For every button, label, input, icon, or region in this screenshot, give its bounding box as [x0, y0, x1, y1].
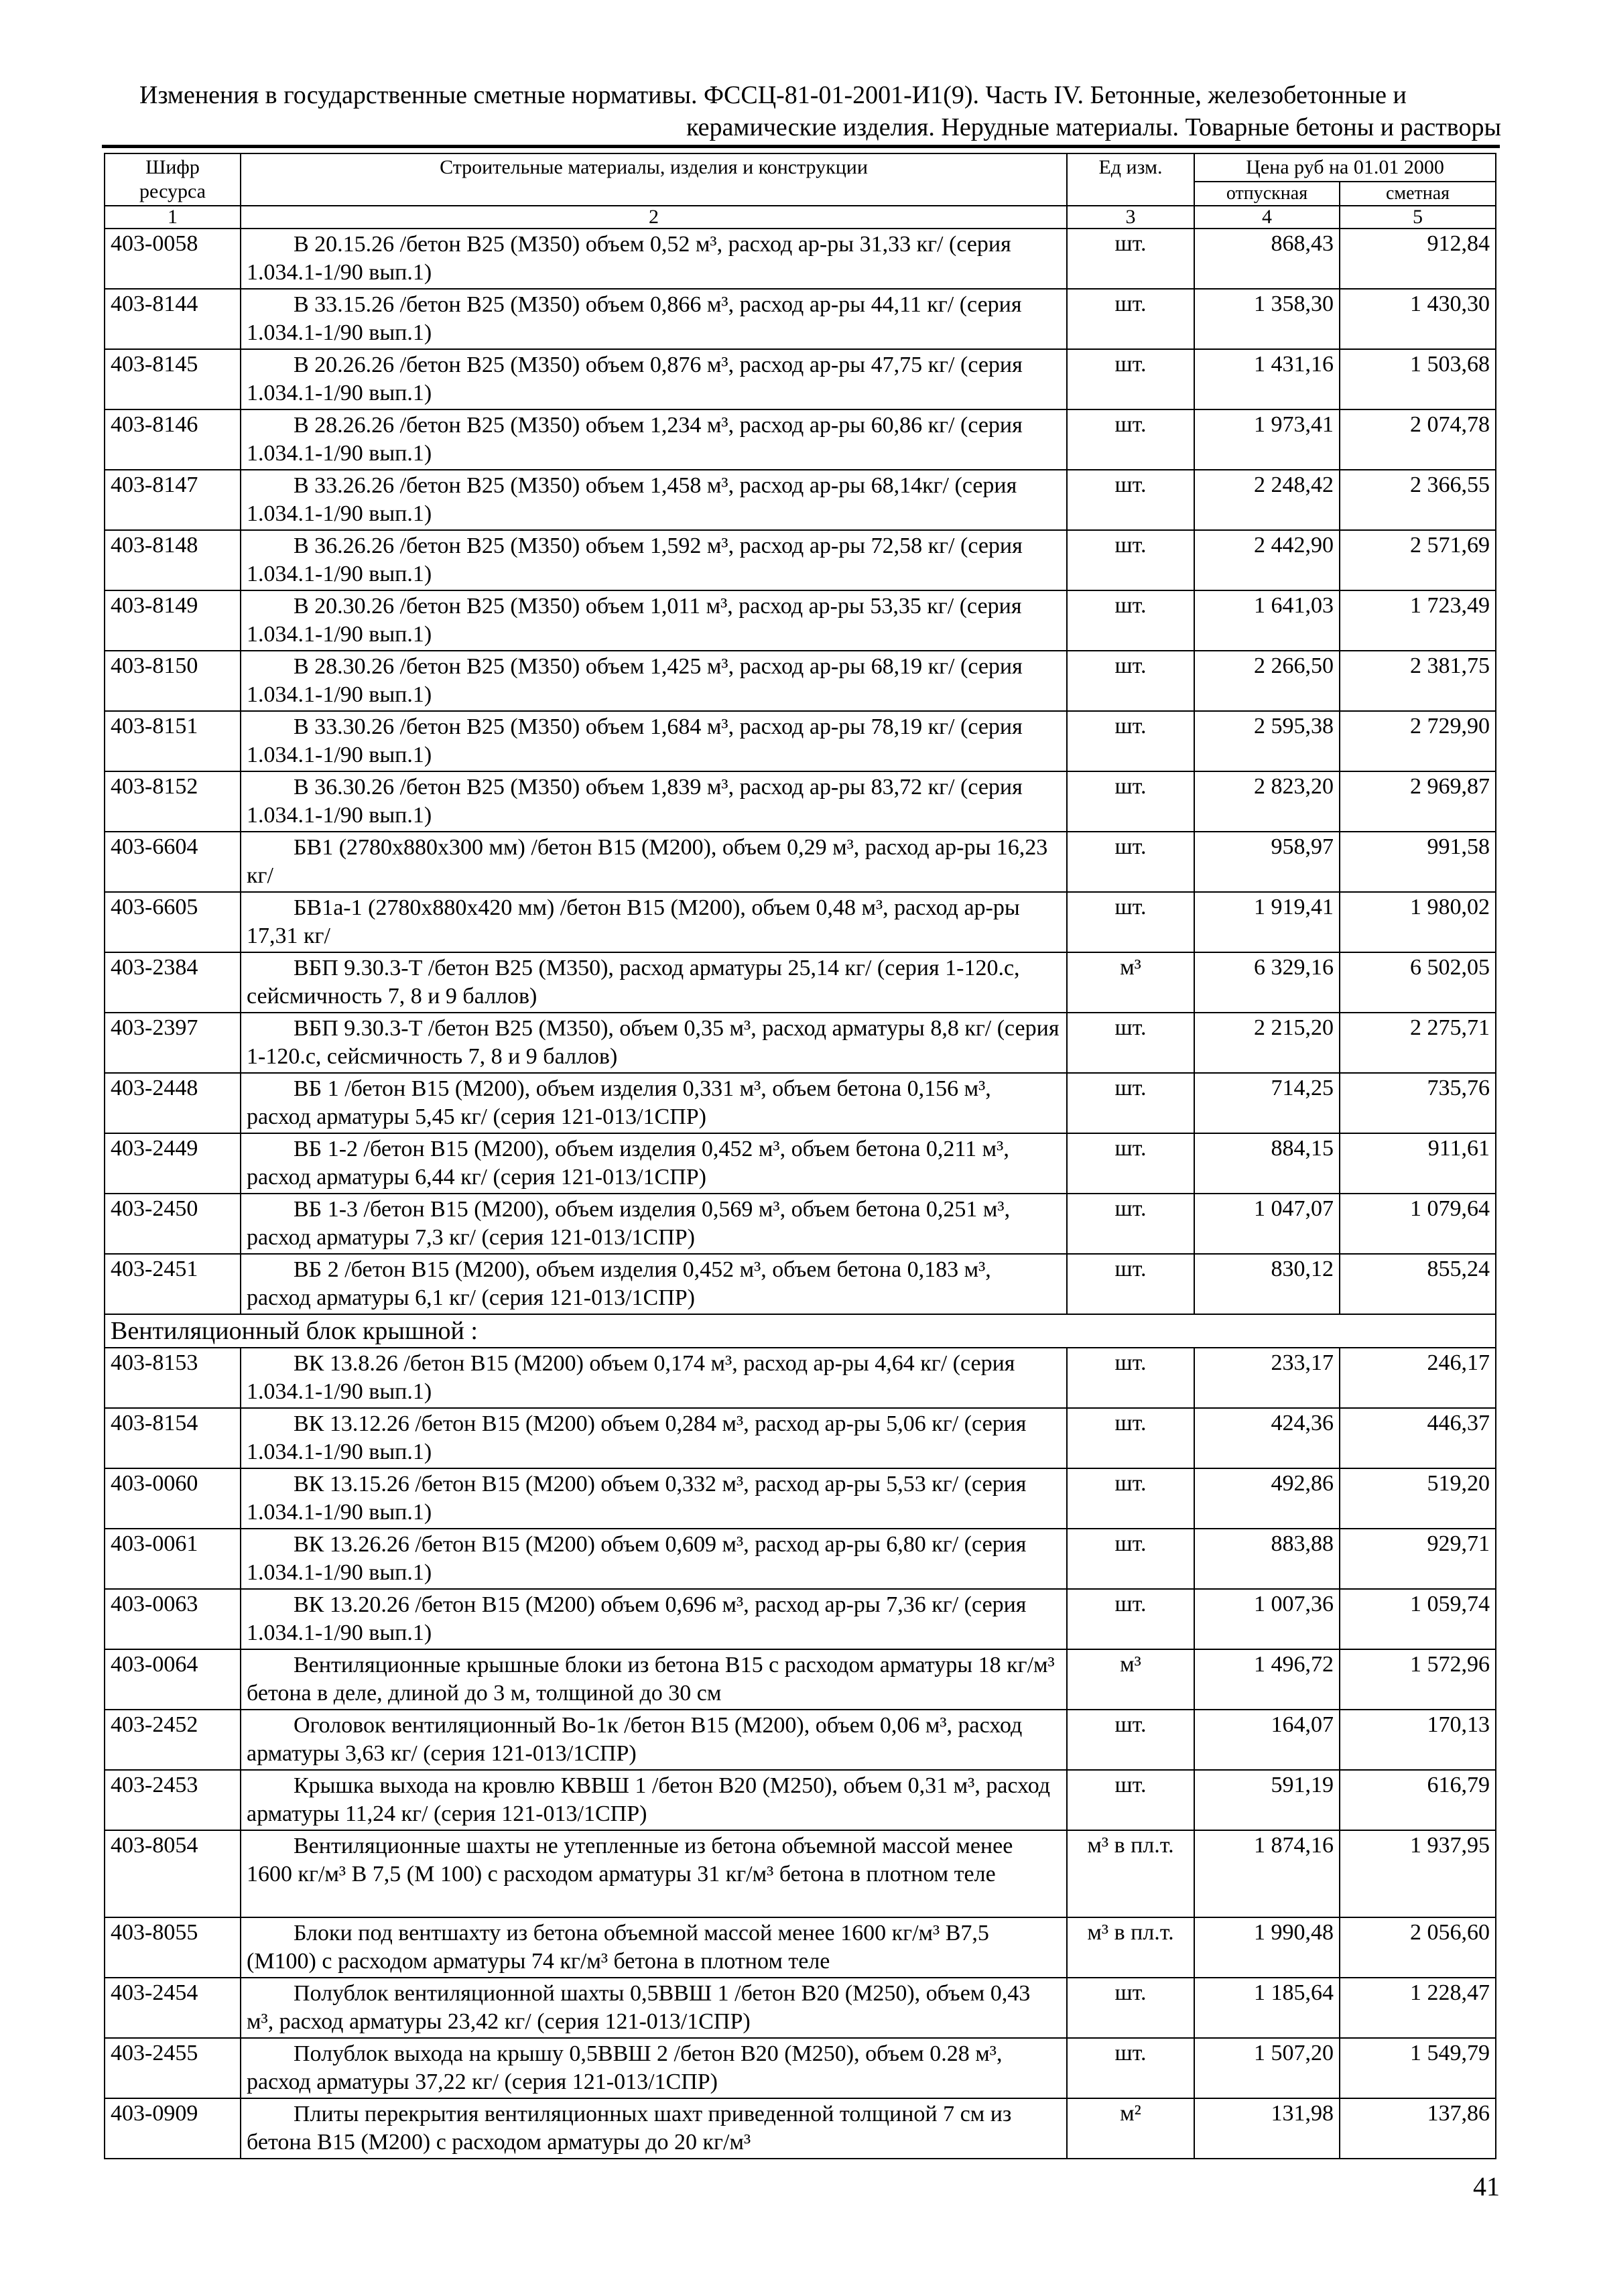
- table-row: [105, 349, 1496, 409]
- resource-code: 403-6605: [105, 892, 241, 952]
- estimate-price: 2 366,55: [1340, 470, 1496, 530]
- table-row: [105, 771, 1496, 832]
- table-body-b: [105, 1348, 1496, 2159]
- item-description: Плиты перекрытия вентиляционных шахт приведенной толщиной 7 см из бетона В15 (М200) с расходом арматуры до 20 кг/м³: [241, 2098, 1067, 2159]
- table-row: [105, 952, 1496, 1013]
- release-price: 883,88: [1194, 1529, 1340, 1589]
- item-description: Вентиляционные шахты не утепленные из бетона объемной массой менее 1600 кг/м³ В 7,5 (М 100) с расходом арматуры 31 кг/м³ бетона в плотном теле: [241, 1830, 1067, 1917]
- item-description: Полублок выхода на крышу 0,5ВВШ 2 /бетон В20 (М250), объем 0.28 м³, расход арматуры 37,22 кг/ (серия 121-013/1СПР): [241, 2038, 1067, 2098]
- col-header-name: Строительные материалы, изделия и конструкции: [241, 153, 1067, 206]
- resource-code: 403-2397: [105, 1013, 241, 1073]
- release-price: 492,86: [1194, 1468, 1340, 1529]
- col-header-estimate: сметная: [1340, 182, 1496, 206]
- unit-of-measure: шт.: [1067, 2038, 1194, 2098]
- release-price: 1 185,64: [1194, 1978, 1340, 2038]
- resource-code: 403-0909: [105, 2098, 241, 2159]
- release-price: 830,12: [1194, 1254, 1340, 1314]
- item-description: В 20.26.26 /бетон В25 (М350) объем 0,876 м³, расход ар-ры 47,75 кг/ (серия 1.034.1-1/90 вып.1): [241, 349, 1067, 409]
- table-row: [105, 470, 1496, 530]
- section-title: Вентиляционный блок крышной :: [105, 1314, 1496, 1348]
- unit-of-measure: м²: [1067, 2098, 1194, 2159]
- unit-of-measure: м³: [1067, 952, 1194, 1013]
- table-body-a: [105, 229, 1496, 1314]
- item-description: БВ1а-1 (2780х880х420 мм) /бетон В15 (М200), объем 0,48 м³, расход ар-ры 17,31 кг/: [241, 892, 1067, 952]
- page-number: 41: [1473, 2171, 1500, 2202]
- estimate-price: 170,13: [1340, 1710, 1496, 1770]
- item-description: Крышка выхода на кровлю КВВШ 1 /бетон В20 (М250), объем 0,31 м³, расход арматуры 11,24 кг/ (серия 121-013/1СПР): [241, 1770, 1067, 1830]
- table-row: [105, 409, 1496, 470]
- unit-of-measure: шт.: [1067, 470, 1194, 530]
- resource-code: 403-2452: [105, 1710, 241, 1770]
- unit-of-measure: шт.: [1067, 771, 1194, 832]
- item-description: БВ1 (2780х880х300 мм) /бетон В15 (М200), объем 0,29 м³, расход ар-ры 16,23 кг/: [241, 832, 1067, 892]
- unit-of-measure: шт.: [1067, 1589, 1194, 1649]
- release-price: 233,17: [1194, 1348, 1340, 1408]
- resource-code: 403-0060: [105, 1468, 241, 1529]
- resource-code: 403-0063: [105, 1589, 241, 1649]
- item-description: В 28.30.26 /бетон В25 (М350) объем 1,425 м³, расход ар-ры 68,19 кг/ (серия 1.034.1-1/90 вып.1): [241, 651, 1067, 711]
- unit-of-measure: м³: [1067, 1649, 1194, 1710]
- table-row: [105, 1133, 1496, 1194]
- table-row: [105, 1589, 1496, 1649]
- section-body: [105, 1314, 1496, 1348]
- table-row: [105, 1408, 1496, 1468]
- resource-code: 403-8153: [105, 1348, 241, 1408]
- estimate-price: 2 381,75: [1340, 651, 1496, 711]
- table-row: [105, 711, 1496, 771]
- table-row: [105, 530, 1496, 590]
- unit-of-measure: шт.: [1067, 1254, 1194, 1314]
- resource-code: 403-0061: [105, 1529, 241, 1589]
- col-number: 4: [1194, 206, 1340, 229]
- col-header-release: отпускная: [1194, 182, 1340, 206]
- price-table: [104, 153, 1496, 2159]
- item-description: В 33.30.26 /бетон В25 (М350) объем 1,684 м³, расход ар-ры 78,19 кг/ (серия 1.034.1-1/90 вып.1): [241, 711, 1067, 771]
- table-row: [105, 1978, 1496, 2038]
- estimate-price: 2 969,87: [1340, 771, 1496, 832]
- table-row: [105, 2038, 1496, 2098]
- release-price: 1 874,16: [1194, 1830, 1340, 1917]
- col-number: 2: [241, 206, 1067, 229]
- table-row: [105, 1254, 1496, 1314]
- item-description: В 28.26.26 /бетон В25 (М350) объем 1,234 м³, расход ар-ры 60,86 кг/ (серия 1.034.1-1/90 вып.1): [241, 409, 1067, 470]
- estimate-price: 2 074,78: [1340, 409, 1496, 470]
- estimate-price: 991,58: [1340, 832, 1496, 892]
- release-price: 714,25: [1194, 1073, 1340, 1133]
- header-rule: [102, 145, 1500, 148]
- resource-code: 403-8145: [105, 349, 241, 409]
- resource-code: 403-2453: [105, 1770, 241, 1830]
- release-price: 1 990,48: [1194, 1917, 1340, 1978]
- release-price: 2 266,50: [1194, 651, 1340, 711]
- table-row: [105, 651, 1496, 711]
- unit-of-measure: шт.: [1067, 1133, 1194, 1194]
- estimate-price: 446,37: [1340, 1408, 1496, 1468]
- header-line-2: керамические изделия. Нерудные материалы. Товарные бетоны и растворы: [686, 113, 1501, 141]
- release-price: 164,07: [1194, 1710, 1340, 1770]
- release-price: 6 329,16: [1194, 952, 1340, 1013]
- table-row: [105, 1830, 1496, 1917]
- resource-code: 403-2384: [105, 952, 241, 1013]
- item-description: Блоки под вентшахту из бетона объемной массой менее 1600 кг/м³ В7,5 (М100) с расходом арматуры 74 кг/м³ бетона в плотном теле: [241, 1917, 1067, 1978]
- estimate-price: 2 729,90: [1340, 711, 1496, 771]
- resource-code: 403-8150: [105, 651, 241, 711]
- table-row: [105, 1710, 1496, 1770]
- release-price: 2 595,38: [1194, 711, 1340, 771]
- unit-of-measure: шт.: [1067, 1194, 1194, 1254]
- estimate-price: 1 549,79: [1340, 2038, 1496, 2098]
- resource-code: 403-8148: [105, 530, 241, 590]
- table-row: [105, 1917, 1496, 1978]
- item-description: В 36.30.26 /бетон В25 (М350) объем 1,839 м³, расход ар-ры 83,72 кг/ (серия 1.034.1-1/90 вып.1): [241, 771, 1067, 832]
- release-price: 1 507,20: [1194, 2038, 1340, 2098]
- resource-code: 403-2455: [105, 2038, 241, 2098]
- release-price: 2 215,20: [1194, 1013, 1340, 1073]
- estimate-price: 911,61: [1340, 1133, 1496, 1194]
- resource-code: 403-8151: [105, 711, 241, 771]
- item-description: ВК 13.12.26 /бетон В15 (М200) объем 0,284 м³, расход ар-ры 5,06 кг/ (серия 1.034.1-1/90 вып.1): [241, 1408, 1067, 1468]
- estimate-price: 2 571,69: [1340, 530, 1496, 590]
- table-row: [105, 1770, 1496, 1830]
- unit-of-measure: шт.: [1067, 892, 1194, 952]
- estimate-price: 1 059,74: [1340, 1589, 1496, 1649]
- estimate-price: 735,76: [1340, 1073, 1496, 1133]
- unit-of-measure: шт.: [1067, 1529, 1194, 1589]
- col-header-price: Цена руб на 01.01 2000: [1194, 153, 1496, 182]
- item-description: ВК 13.15.26 /бетон В15 (М200) объем 0,332 м³, расход ар-ры 5,53 кг/ (серия 1.034.1-1/90 вып.1): [241, 1468, 1067, 1529]
- unit-of-measure: шт.: [1067, 711, 1194, 771]
- unit-of-measure: шт.: [1067, 651, 1194, 711]
- table-row: [105, 289, 1496, 349]
- release-price: 1 973,41: [1194, 409, 1340, 470]
- item-description: ВБП 9.30.3-Т /бетон В25 (М350), объем 0,35 м³, расход арматуры 8,8 кг/ (серия 1-120.с, сейсмичность 7, 8 и 9 баллов): [241, 1013, 1067, 1073]
- resource-code: 403-8149: [105, 590, 241, 651]
- item-description: ВК 13.8.26 /бетон В15 (М200) объем 0,174 м³, расход ар-ры 4,64 кг/ (серия 1.034.1-1/90 вып.1): [241, 1348, 1067, 1408]
- resource-code: 403-8144: [105, 289, 241, 349]
- unit-of-measure: шт.: [1067, 1408, 1194, 1468]
- release-price: 1 431,16: [1194, 349, 1340, 409]
- estimate-price: 1 228,47: [1340, 1978, 1496, 2038]
- item-description: ВБ 1-2 /бетон В15 (М200), объем изделия 0,452 м³, объем бетона 0,211 м³, расход арматуры 6,44 кг/ (серия 121-013/1СПР): [241, 1133, 1067, 1194]
- estimate-price: 137,86: [1340, 2098, 1496, 2159]
- item-description: В 33.15.26 /бетон В25 (М350) объем 0,866 м³, расход ар-ры 44,11 кг/ (серия 1.034.1-1/90 вып.1): [241, 289, 1067, 349]
- unit-of-measure: м³ в пл.т.: [1067, 1830, 1194, 1917]
- table-row: [105, 590, 1496, 651]
- resource-code: 403-0058: [105, 229, 241, 289]
- release-price: 1 919,41: [1194, 892, 1340, 952]
- item-description: ВБ 1-3 /бетон В15 (М200), объем изделия 0,569 м³, объем бетона 0,251 м³, расход арматуры 7,3 кг/ (серия 121-013/1СПР): [241, 1194, 1067, 1254]
- unit-of-measure: шт.: [1067, 590, 1194, 651]
- item-description: В 20.15.26 /бетон В25 (М350) объем 0,52 м³, расход ар-ры 31,33 кг/ (серия 1.034.1-1/90 вып.1): [241, 229, 1067, 289]
- estimate-price: 2 275,71: [1340, 1013, 1496, 1073]
- unit-of-measure: шт.: [1067, 1073, 1194, 1133]
- unit-of-measure: шт.: [1067, 1013, 1194, 1073]
- item-description: ВБ 1 /бетон В15 (М200), объем изделия 0,331 м³, объем бетона 0,156 м³, расход арматуры 5,45 кг/ (серия 121-013/1СПР): [241, 1073, 1067, 1133]
- header-line-1: Изменения в государственные сметные нормативы. ФССЦ-81-01-2001-И1(9). Часть IV. Бетонные, железобетонные и: [139, 81, 1407, 109]
- resource-code: 403-8147: [105, 470, 241, 530]
- release-price: 131,98: [1194, 2098, 1340, 2159]
- table-row: [105, 1529, 1496, 1589]
- release-price: 591,19: [1194, 1770, 1340, 1830]
- estimate-price: 2 056,60: [1340, 1917, 1496, 1978]
- estimate-price: 1 430,30: [1340, 289, 1496, 349]
- col-number: 5: [1340, 206, 1496, 229]
- release-price: 868,43: [1194, 229, 1340, 289]
- resource-code: 403-2454: [105, 1978, 241, 2038]
- unit-of-measure: шт.: [1067, 1770, 1194, 1830]
- item-description: Вентиляционные крышные блоки из бетона В15 с расходом арматуры 18 кг/м³ бетона в деле, длиной до 3 м, толщиной до 30 см: [241, 1649, 1067, 1710]
- unit-of-measure: шт.: [1067, 530, 1194, 590]
- estimate-price: 1 503,68: [1340, 349, 1496, 409]
- release-price: 958,97: [1194, 832, 1340, 892]
- table-row: [105, 1348, 1496, 1408]
- estimate-price: 929,71: [1340, 1529, 1496, 1589]
- release-price: 884,15: [1194, 1133, 1340, 1194]
- unit-of-measure: шт.: [1067, 1710, 1194, 1770]
- table-row: [105, 1013, 1496, 1073]
- col-number: 1: [105, 206, 241, 229]
- item-description: ВК 13.26.26 /бетон В15 (М200) объем 0,609 м³, расход ар-ры 6,80 кг/ (серия 1.034.1-1/90 вып.1): [241, 1529, 1067, 1589]
- estimate-price: 616,79: [1340, 1770, 1496, 1830]
- release-price: 1 641,03: [1194, 590, 1340, 651]
- col-header-code: Шифр ресурса: [105, 153, 241, 206]
- col-number: 3: [1067, 206, 1194, 229]
- item-description: ВБП 9.30.3-Т /бетон В25 (М350), расход арматуры 25,14 кг/ (серия 1-120.с, сейсмичность 7, 8 и 9 баллов): [241, 952, 1067, 1013]
- estimate-price: 1 980,02: [1340, 892, 1496, 952]
- release-price: 1 496,72: [1194, 1649, 1340, 1710]
- resource-code: 403-8054: [105, 1830, 241, 1917]
- estimate-price: 6 502,05: [1340, 952, 1496, 1013]
- resource-code: 403-8146: [105, 409, 241, 470]
- table-row: [105, 1073, 1496, 1133]
- estimate-price: 246,17: [1340, 1348, 1496, 1408]
- resource-code: 403-2451: [105, 1254, 241, 1314]
- estimate-price: 519,20: [1340, 1468, 1496, 1529]
- unit-of-measure: шт.: [1067, 289, 1194, 349]
- item-description: В 36.26.26 /бетон В25 (М350) объем 1,592 м³, расход ар-ры 72,58 кг/ (серия 1.034.1-1/90 вып.1): [241, 530, 1067, 590]
- item-description: Полублок вентиляционной шахты 0,5ВВШ 1 /бетон В20 (М250), объем 0,43 м³, расход арматуры 23,42 кг/ (серия 121-013/1СПР): [241, 1978, 1067, 2038]
- item-description: В 20.30.26 /бетон В25 (М350) объем 1,011 м³, расход ар-ры 53,35 кг/ (серия 1.034.1-1/90 вып.1): [241, 590, 1067, 651]
- unit-of-measure: шт.: [1067, 1468, 1194, 1529]
- table-row: [105, 2098, 1496, 2159]
- item-description: В 33.26.26 /бетон В25 (М350) объем 1,458 м³, расход ар-ры 68,14кг/ (серия 1.034.1-1/90 вып.1): [241, 470, 1067, 530]
- estimate-price: 1 572,96: [1340, 1649, 1496, 1710]
- table-row: [105, 1649, 1496, 1710]
- item-description: Оголовок вентиляционный Во-1к /бетон В15 (М200), объем 0,06 м³, расход арматуры 3,63 кг/ (серия 121-013/1СПР): [241, 1710, 1067, 1770]
- estimate-price: 1 723,49: [1340, 590, 1496, 651]
- unit-of-measure: шт.: [1067, 229, 1194, 289]
- resource-code: 403-2449: [105, 1133, 241, 1194]
- unit-of-measure: м³ в пл.т.: [1067, 1917, 1194, 1978]
- resource-code: 403-8152: [105, 771, 241, 832]
- release-price: 2 442,90: [1194, 530, 1340, 590]
- col-header-unit: Ед изм.: [1067, 153, 1194, 206]
- unit-of-measure: шт.: [1067, 409, 1194, 470]
- estimate-price: 1 937,95: [1340, 1830, 1496, 1917]
- resource-code: 403-2448: [105, 1073, 241, 1133]
- resource-code: 403-8154: [105, 1408, 241, 1468]
- release-price: 1 358,30: [1194, 289, 1340, 349]
- item-description: ВБ 2 /бетон В15 (М200), объем изделия 0,452 м³, объем бетона 0,183 м³, расход арматуры 6,1 кг/ (серия 121-013/1СПР): [241, 1254, 1067, 1314]
- release-price: 1 007,36: [1194, 1589, 1340, 1649]
- item-description: ВК 13.20.26 /бетон В15 (М200) объем 0,696 м³, расход ар-ры 7,36 кг/ (серия 1.034.1-1/90 вып.1): [241, 1589, 1067, 1649]
- table-row: [105, 892, 1496, 952]
- unit-of-measure: шт.: [1067, 1978, 1194, 2038]
- estimate-price: 912,84: [1340, 229, 1496, 289]
- release-price: 1 047,07: [1194, 1194, 1340, 1254]
- resource-code: 403-8055: [105, 1917, 241, 1978]
- table-row: [105, 1194, 1496, 1254]
- resource-code: 403-2450: [105, 1194, 241, 1254]
- estimate-price: 855,24: [1340, 1254, 1496, 1314]
- release-price: 2 823,20: [1194, 771, 1340, 832]
- resource-code: 403-6604: [105, 832, 241, 892]
- table-row: [105, 1468, 1496, 1529]
- unit-of-measure: шт.: [1067, 832, 1194, 892]
- page-header: [101, 79, 1501, 143]
- unit-of-measure: шт.: [1067, 1348, 1194, 1408]
- release-price: 2 248,42: [1194, 470, 1340, 530]
- table-row: [105, 229, 1496, 289]
- table-row: [105, 832, 1496, 892]
- release-price: 424,36: [1194, 1408, 1340, 1468]
- resource-code: 403-0064: [105, 1649, 241, 1710]
- unit-of-measure: шт.: [1067, 349, 1194, 409]
- estimate-price: 1 079,64: [1340, 1194, 1496, 1254]
